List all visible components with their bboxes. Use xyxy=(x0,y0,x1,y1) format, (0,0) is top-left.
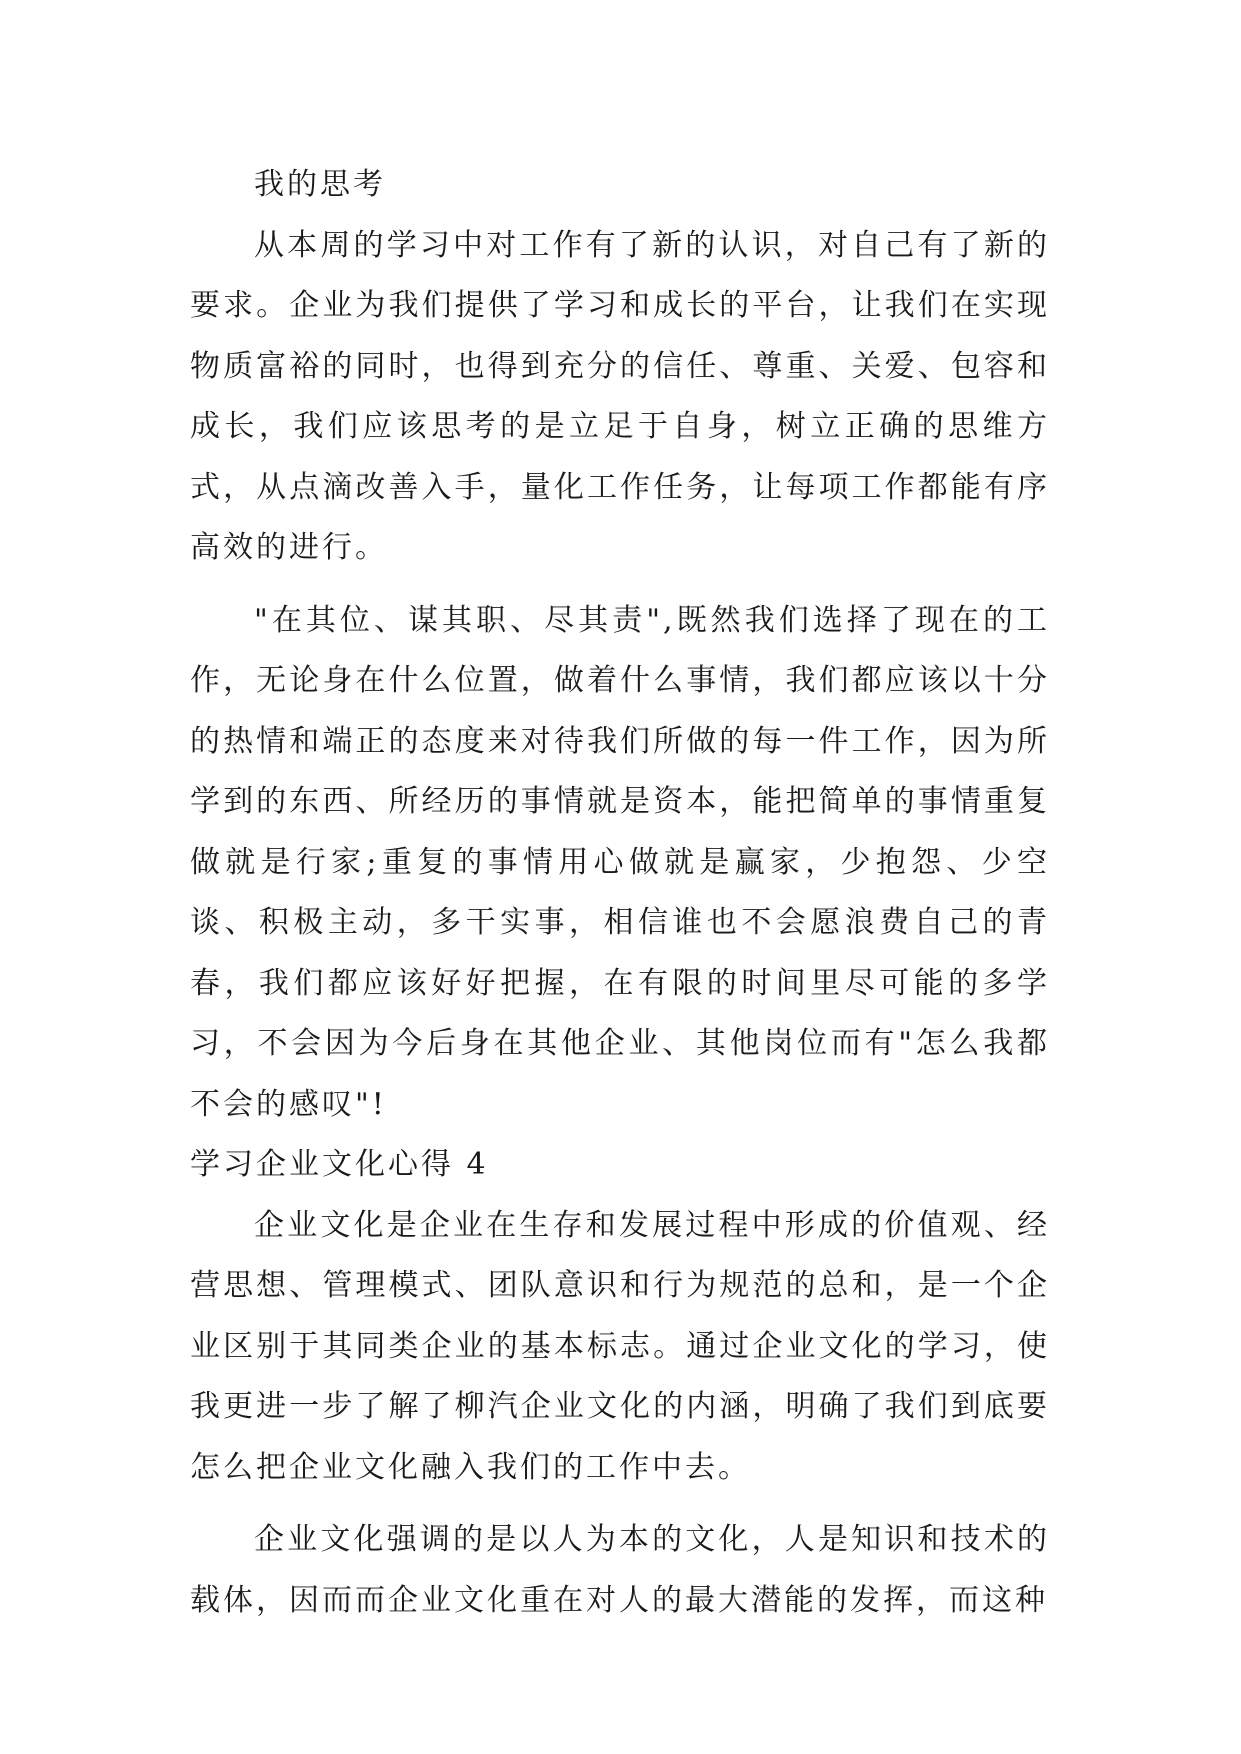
section-paragraph-1: 企业文化是企业在生存和发展过程中形成的价值观、经营思想、管理模式、团队意识和行为规范的总和，是一个企业区别于其同类企业的基本标志。通过企业文化的学习，使我更进一步了解了柳汽企业文化的内涵，明确了我们到底要怎么把企业文化融入我们的工作中去。 xyxy=(190,1207,1050,1485)
section-paragraph-2: 企业文化强调的是以人为本的文化，人是知识和技术的载体，因而而企业文化重在对人的最大潜能的发挥，而这种 xyxy=(190,1522,1050,1618)
section-title: 学习企业文化心得 4 xyxy=(190,1147,489,1182)
paragraph-2: "在其位、谋其职、尽其责",既然我们选择了现在的工作，无论身在什么位置，做着什么事情，我们都应该以十分的热情和端正的态度来对待我们所做的每一件工作，因为所学到的东西、所经历的事情就是资本，能把简单的事情重复做就是行家;重复的事情用心做就是赢家，少抱怨、少空谈、积极主动，多干实事，相信谁也不会愿浪费自己的青春，我们都应该好好把握，在有限的时间里尽可能的多学习，不会因为今后身在其他企业、其他岗位而有"怎么我都不会的感叹"! xyxy=(190,602,1050,1122)
document-body xyxy=(190,155,1050,1631)
subheading: 我的思考 xyxy=(254,167,386,202)
paragraph-1: 从本周的学习中对工作有了新的认识，对自己有了新的要求。企业为我们提供了学习和成长的平台，让我们在实现物质富裕的同时，也得到充分的信任、尊重、关爱、包容和成长，我们应该思考的是立足于自身，树立正确的思维方式，从点滴改善入手，量化工作任务，让每项工作都能有序高效的进行。 xyxy=(190,227,1050,565)
